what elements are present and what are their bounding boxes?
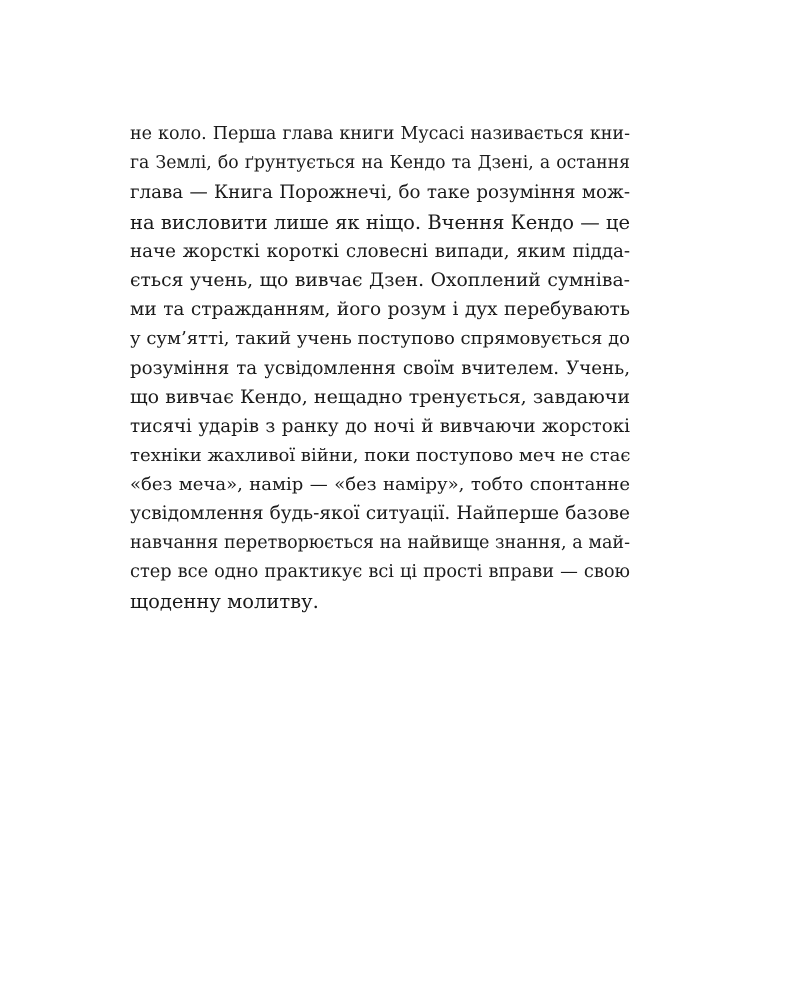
text-line: усвідомлення будь-якої ситуації. Найперше базове [130, 503, 630, 525]
text-line: тисячі ударів з ранку до ночі й вивчаючи жорстокі [130, 415, 630, 437]
text-line: стер все одно практикує всі ці прості вправи — свою [130, 561, 630, 582]
text-line: ється учень, що вивчає Дзен. Охоплений сумніва- [130, 269, 630, 291]
text-line: техніки жахливої війни, поки поступово меч не стає [130, 445, 630, 467]
text-line: наче жорсткі короткі словесні випади, яким підда- [130, 240, 630, 262]
text-line: «без меча», намір — «без наміру», тобто спонтанне [130, 474, 630, 496]
text-line: що вивчає Кендо, нещадно тренується, завдаючи [130, 385, 630, 408]
text-line: ми та стражданням, його розум і дух перебувають [130, 299, 630, 321]
text-line: у сум’ятті, такий учень поступово спрямовується до [130, 328, 630, 350]
body-paragraph [130, 120, 630, 616]
text-line: не коло. Перша глава книги Мусасі називається кни- [130, 124, 630, 144]
text-line: розуміння та усвідомлення своїм вчителем. Учень, [130, 357, 630, 379]
text-line: навчання перетворюється на найвище знання, а май- [130, 532, 630, 553]
text-line: га Землі, бо ґрунтується на Кендо та Дзені, а остання [130, 153, 630, 174]
text-line-last: щоденну молитву. [130, 590, 319, 613]
text-line: на висловити лише як ніщо. Вчення Кендо — це [130, 210, 630, 234]
text-line: глава — Книга Порожнечі, бо таке розуміння мож- [130, 182, 630, 204]
